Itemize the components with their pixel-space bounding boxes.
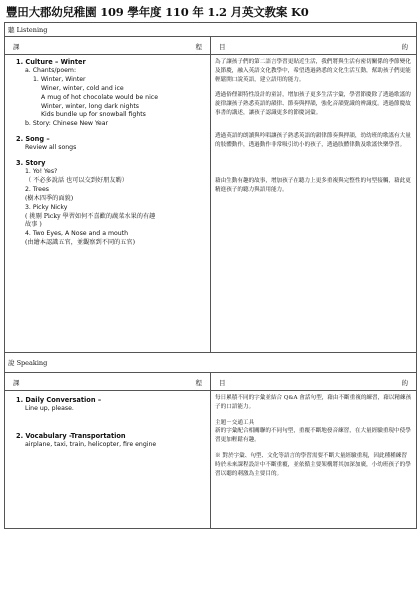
course-line: 2. Song – xyxy=(16,135,50,144)
listening-content-row xyxy=(5,55,417,353)
listening-course-cell xyxy=(5,55,211,353)
course-line: a. Chants/poem: xyxy=(25,66,77,74)
objective-header-right: 的 xyxy=(401,379,408,387)
lesson-plan-table xyxy=(4,22,417,529)
course-line: 1. Daily Conversation – xyxy=(16,396,102,404)
listening-section-title: 聽 Listening xyxy=(5,23,417,37)
speaking-objective-cell xyxy=(211,391,417,529)
course-line: Winter, winter, long dark nights xyxy=(41,102,140,110)
listening-header-row xyxy=(5,37,417,55)
speaking-objective-list xyxy=(215,394,412,478)
document-title: 豐田大郡幼兒稚園 109 學年度 110 年 1.2 月英文教案 K0 xyxy=(6,5,309,19)
course-line: airplane, taxi, train, helicopter, fire engine xyxy=(25,440,157,448)
speaking-course-cell xyxy=(5,391,211,529)
speaking-objective-header xyxy=(211,373,417,391)
course-line: 2. Trees xyxy=(25,185,49,193)
course-line: b. Story: Chinese New Year xyxy=(25,120,109,128)
course-header-left: 課 xyxy=(13,43,20,51)
course-header-right: 程 xyxy=(195,379,202,387)
course-line: Kids bundle up for snowball fights xyxy=(41,111,146,119)
listening-objective-header xyxy=(211,37,417,55)
speaking-content-row xyxy=(5,391,417,529)
listening-course-list xyxy=(11,58,206,248)
speaking-course-list xyxy=(11,396,206,450)
course-line: Winer, winter, cold and ice xyxy=(41,84,124,92)
course-line: 1. Yo! Yes? xyxy=(25,167,58,175)
speaking-section-row xyxy=(5,353,417,373)
objective-header-left: 目 xyxy=(219,379,226,387)
speaking-header-row xyxy=(5,373,417,391)
course-line: 2. Vocabulary -Transportation xyxy=(16,431,126,440)
course-line: 3. Story xyxy=(16,159,46,168)
objective-header-right: 的 xyxy=(401,43,408,51)
course-line: ( 挑剔 Picky 學習如何不喜歡的蔬菜水果的有趣 xyxy=(25,212,156,220)
course-line: 1. Winter, Winter xyxy=(33,75,86,83)
objective-paragraph: 透過俗俚韻特性設計的童詩，增加孩子更多生活字彙，學習節慶除了透過歌謠的旋律讓孩子熟悉英語的韻律、節奏與押韻，強化音韻覺識的辨識度。透過節慶故事書的講述，讓孩子認識更多的節慶詞彙。 xyxy=(215,92,411,116)
listening-course-header xyxy=(5,37,211,55)
course-line: Line up, please. xyxy=(25,404,74,412)
course-header-right: 程 xyxy=(195,43,202,51)
course-line: A mug of hot chocolate would be nice xyxy=(41,93,159,101)
speaking-course-header xyxy=(5,373,211,391)
objective-paragraph: 透過英語的朗讀與吟唱讓孩子熟悉英語的韻律節奏與押韻，幼幼班的歌謠有大量的肢體動作，透過動作非常吸引幼小的孩子，透過肢體律動及歌謠快樂學習。 xyxy=(215,132,411,148)
objective-paragraph: 主題－交通工具 新的字彙配合相關聯的不同句型，重覆不斷地發音練習，在大量經驗重現中使學習更加輕鬆有趣。 xyxy=(215,419,411,444)
course-line: 故事 ) xyxy=(25,221,42,229)
objective-paragraph: 為了讓孩子們的第二語言學習更貼近生活，我們將與生活有密切關係的季節變化及節慶，融入英語文化教學中，希望透過熟悉的文化生活互動，幫助孩子們更能輕鬆開口說英語，建立語用的能力。 xyxy=(215,59,411,83)
course-line: Review all songs xyxy=(25,144,77,152)
objective-paragraph: ※ 對於字彙、句型、文化等語言的學習需要不斷大量經驗重現，因此種種練習時於未來課程設計中不斷重覆，並依循主要架構將其加深加廣，小幼班孩子的學習以聽的刺激為主要目的。 xyxy=(215,452,411,477)
course-line: 3. Picky Nicky xyxy=(25,203,68,211)
course-line: (樹木四季的面貌) xyxy=(25,194,74,202)
objective-paragraph: 藉由生動有趣的故事，增加孩子在聽力上更多重複與完整性的句型接觸，藉此更精進孩子的聽力與語用能力。 xyxy=(215,178,411,194)
objective-paragraph: 每日累積不同的字彙並結合 Q&A 會話句型，藉由不斷重複的練習，藉以精練孩子的口語能力。 xyxy=(215,395,412,410)
listening-objective-list xyxy=(215,58,412,195)
course-line: （ 不必多說話 也可以交到好朋友喲） xyxy=(25,176,128,184)
objective-header-left: 目 xyxy=(219,43,226,51)
speaking-section-title: 說 Speaking xyxy=(5,353,417,373)
course-line: 1. Culture – Winter xyxy=(16,58,86,66)
course-header-left: 課 xyxy=(13,379,20,387)
course-line: (由繪本認識五官，並觀察到不同的五官) xyxy=(25,239,136,247)
course-line: 4. Two Eyes, A Nose and a mouth xyxy=(25,230,129,238)
listening-objective-cell xyxy=(211,55,417,353)
listening-section-row xyxy=(5,23,417,37)
